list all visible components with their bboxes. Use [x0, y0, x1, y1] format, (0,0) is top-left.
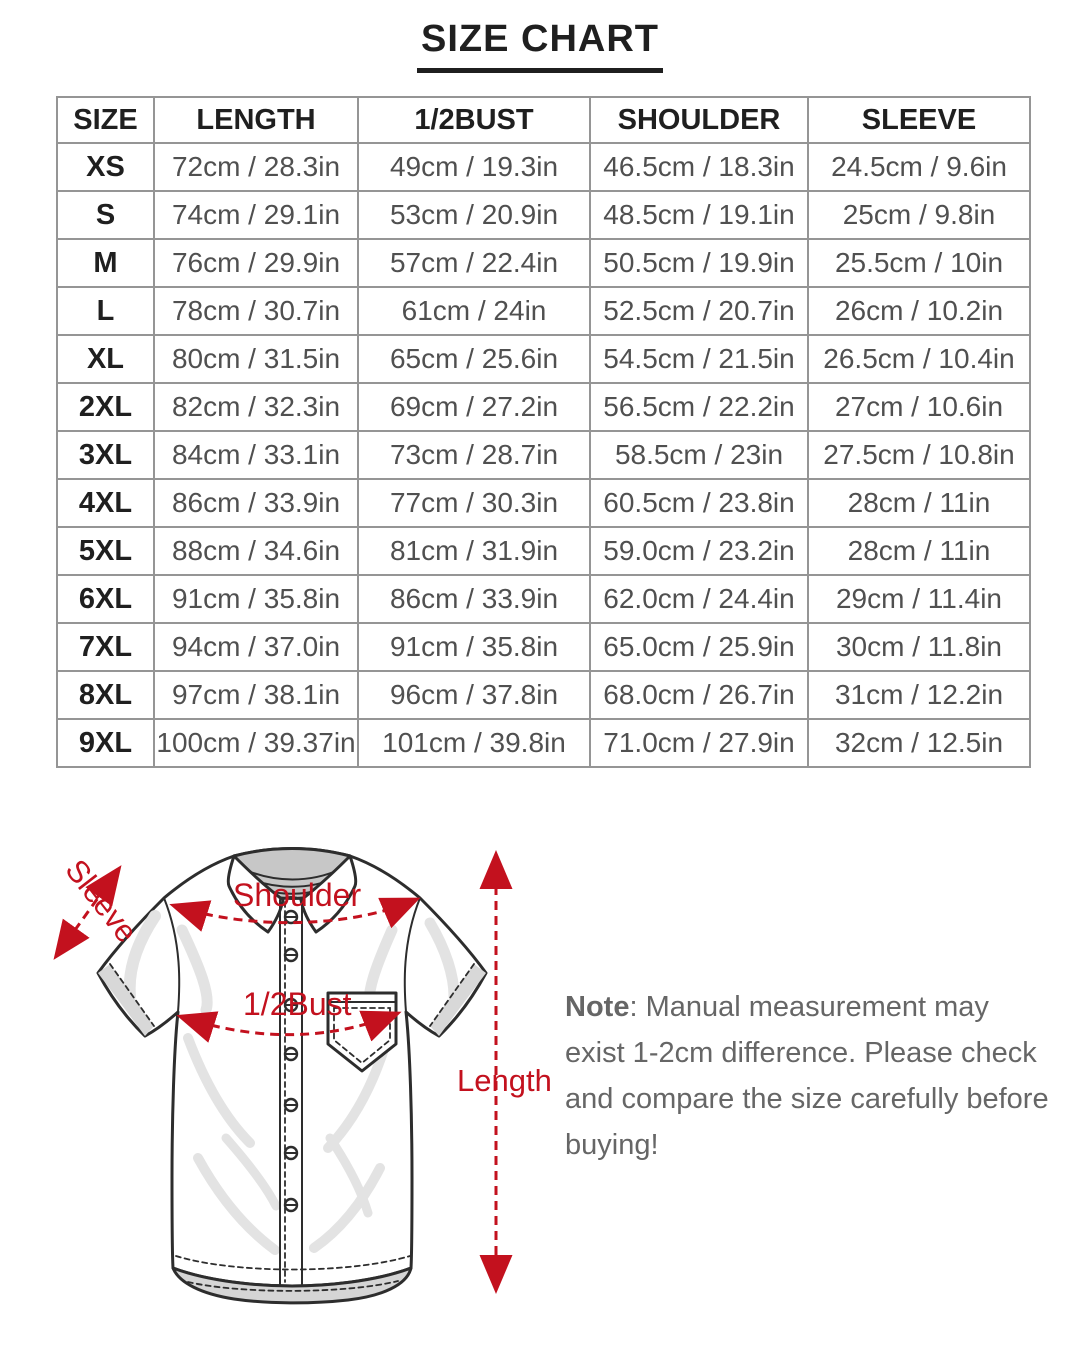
table-row — [57, 671, 1030, 719]
table-row — [57, 527, 1030, 575]
value-cell: 54.5cm / 21.5in — [590, 335, 808, 383]
shirt-measurement-diagram — [30, 838, 555, 1315]
size-cell: S — [57, 191, 154, 239]
value-cell: 91cm / 35.8in — [358, 623, 590, 671]
table-row — [57, 575, 1030, 623]
size-cell: M — [57, 239, 154, 287]
value-cell: 59.0cm / 23.2in — [590, 527, 808, 575]
value-cell: 88cm / 34.6in — [154, 527, 358, 575]
button — [285, 949, 297, 961]
value-cell: 52.5cm / 20.7in — [590, 287, 808, 335]
value-cell: 25.5cm / 10in — [808, 239, 1030, 287]
size-cell: 2XL — [57, 383, 154, 431]
value-cell: 53cm / 20.9in — [358, 191, 590, 239]
bust-label: 1/2Bust — [243, 986, 352, 1022]
value-cell: 86cm / 33.9in — [154, 479, 358, 527]
value-cell: 24.5cm / 9.6in — [808, 143, 1030, 191]
value-cell: 26.5cm / 10.4in — [808, 335, 1030, 383]
value-cell: 97cm / 38.1in — [154, 671, 358, 719]
value-cell: 96cm / 37.8in — [358, 671, 590, 719]
size-cell: XL — [57, 335, 154, 383]
size-cell: XS — [57, 143, 154, 191]
size-cell: 4XL — [57, 479, 154, 527]
value-cell: 73cm / 28.7in — [358, 431, 590, 479]
shoulder-label: Shoulder — [233, 877, 362, 913]
column-header: LENGTH — [154, 97, 358, 143]
value-cell: 31cm / 12.2in — [808, 671, 1030, 719]
value-cell: 68.0cm / 26.7in — [590, 671, 808, 719]
column-header: SHOULDER — [590, 97, 808, 143]
table-row — [57, 719, 1030, 767]
table-header-row — [57, 97, 1030, 143]
table-row — [57, 383, 1030, 431]
note-text: : Manual measurement may exist 1-2cm difference. Please check and compare the size carefully before buying! — [565, 991, 1049, 1161]
value-cell: 32cm / 12.5in — [808, 719, 1030, 767]
value-cell: 57cm / 22.4in — [358, 239, 590, 287]
sleeve-label: Sleeve — [58, 852, 145, 950]
size-cell: 6XL — [57, 575, 154, 623]
table-row — [57, 287, 1030, 335]
value-cell: 28cm / 11in — [808, 479, 1030, 527]
size-cell: 5XL — [57, 527, 154, 575]
value-cell: 100cm / 39.37in — [154, 719, 358, 767]
buttons — [285, 911, 297, 1211]
measurement-annotations — [57, 853, 552, 1288]
value-cell: 30cm / 11.8in — [808, 623, 1030, 671]
value-cell: 78cm / 30.7in — [154, 287, 358, 335]
button — [285, 1048, 297, 1060]
value-cell: 81cm / 31.9in — [358, 527, 590, 575]
value-cell: 69cm / 27.2in — [358, 383, 590, 431]
value-cell: 28cm / 11in — [808, 527, 1030, 575]
table-row — [57, 143, 1030, 191]
value-cell: 76cm / 29.9in — [154, 239, 358, 287]
note-label: Note — [565, 991, 630, 1023]
value-cell: 80cm / 31.5in — [154, 335, 358, 383]
value-cell: 65cm / 25.6in — [358, 335, 590, 383]
value-cell: 82cm / 32.3in — [154, 383, 358, 431]
value-cell: 49cm / 19.3in — [358, 143, 590, 191]
size-cell: 3XL — [57, 431, 154, 479]
value-cell: 74cm / 29.1in — [154, 191, 358, 239]
left-armhole-seam — [164, 898, 179, 1012]
value-cell: 61cm / 24in — [358, 287, 590, 335]
value-cell: 71.0cm / 27.9in — [590, 719, 808, 767]
size-cell: 7XL — [57, 623, 154, 671]
value-cell: 72cm / 28.3in — [154, 143, 358, 191]
value-cell: 62.0cm / 24.4in — [590, 575, 808, 623]
size-cell: 9XL — [57, 719, 154, 767]
table-row — [57, 239, 1030, 287]
value-cell: 50.5cm / 19.9in — [590, 239, 808, 287]
value-cell: 94cm / 37.0in — [154, 623, 358, 671]
length-label: Length — [457, 1063, 552, 1098]
measurement-note — [565, 984, 1049, 1168]
value-cell: 29cm / 11.4in — [808, 575, 1030, 623]
value-cell: 46.5cm / 18.3in — [590, 143, 808, 191]
value-cell: 26cm / 10.2in — [808, 287, 1030, 335]
value-cell: 86cm / 33.9in — [358, 575, 590, 623]
value-cell: 101cm / 39.8in — [358, 719, 590, 767]
value-cell: 25cm / 9.8in — [808, 191, 1030, 239]
value-cell: 58.5cm / 23in — [590, 431, 808, 479]
size-cell: 8XL — [57, 671, 154, 719]
column-header: SLEEVE — [808, 97, 1030, 143]
column-header: 1/2BUST — [358, 97, 590, 143]
value-cell: 56.5cm / 22.2in — [590, 383, 808, 431]
value-cell: 48.5cm / 19.1in — [590, 191, 808, 239]
value-cell: 84cm / 33.1in — [154, 431, 358, 479]
hem — [173, 1256, 411, 1303]
table-row — [57, 479, 1030, 527]
table-row — [57, 191, 1030, 239]
value-cell: 77cm / 30.3in — [358, 479, 590, 527]
shirt-illustration — [98, 849, 486, 1303]
right-armhole-seam — [405, 898, 420, 1012]
value-cell: 27.5cm / 10.8in — [808, 431, 1030, 479]
button — [285, 1147, 297, 1159]
right-cuff — [430, 964, 486, 1036]
page-title: SIZE CHART — [417, 18, 663, 73]
value-cell: 65.0cm / 25.9in — [590, 623, 808, 671]
value-cell: 27cm / 10.6in — [808, 383, 1030, 431]
column-header: SIZE — [57, 97, 154, 143]
button — [285, 1199, 297, 1211]
size-cell: L — [57, 287, 154, 335]
table-row — [57, 335, 1030, 383]
table-body — [57, 143, 1030, 767]
table-row — [57, 623, 1030, 671]
value-cell: 91cm / 35.8in — [154, 575, 358, 623]
table-row — [57, 431, 1030, 479]
size-table — [56, 96, 1031, 768]
title-container — [0, 18, 1080, 73]
button — [285, 1099, 297, 1111]
value-cell: 60.5cm / 23.8in — [590, 479, 808, 527]
